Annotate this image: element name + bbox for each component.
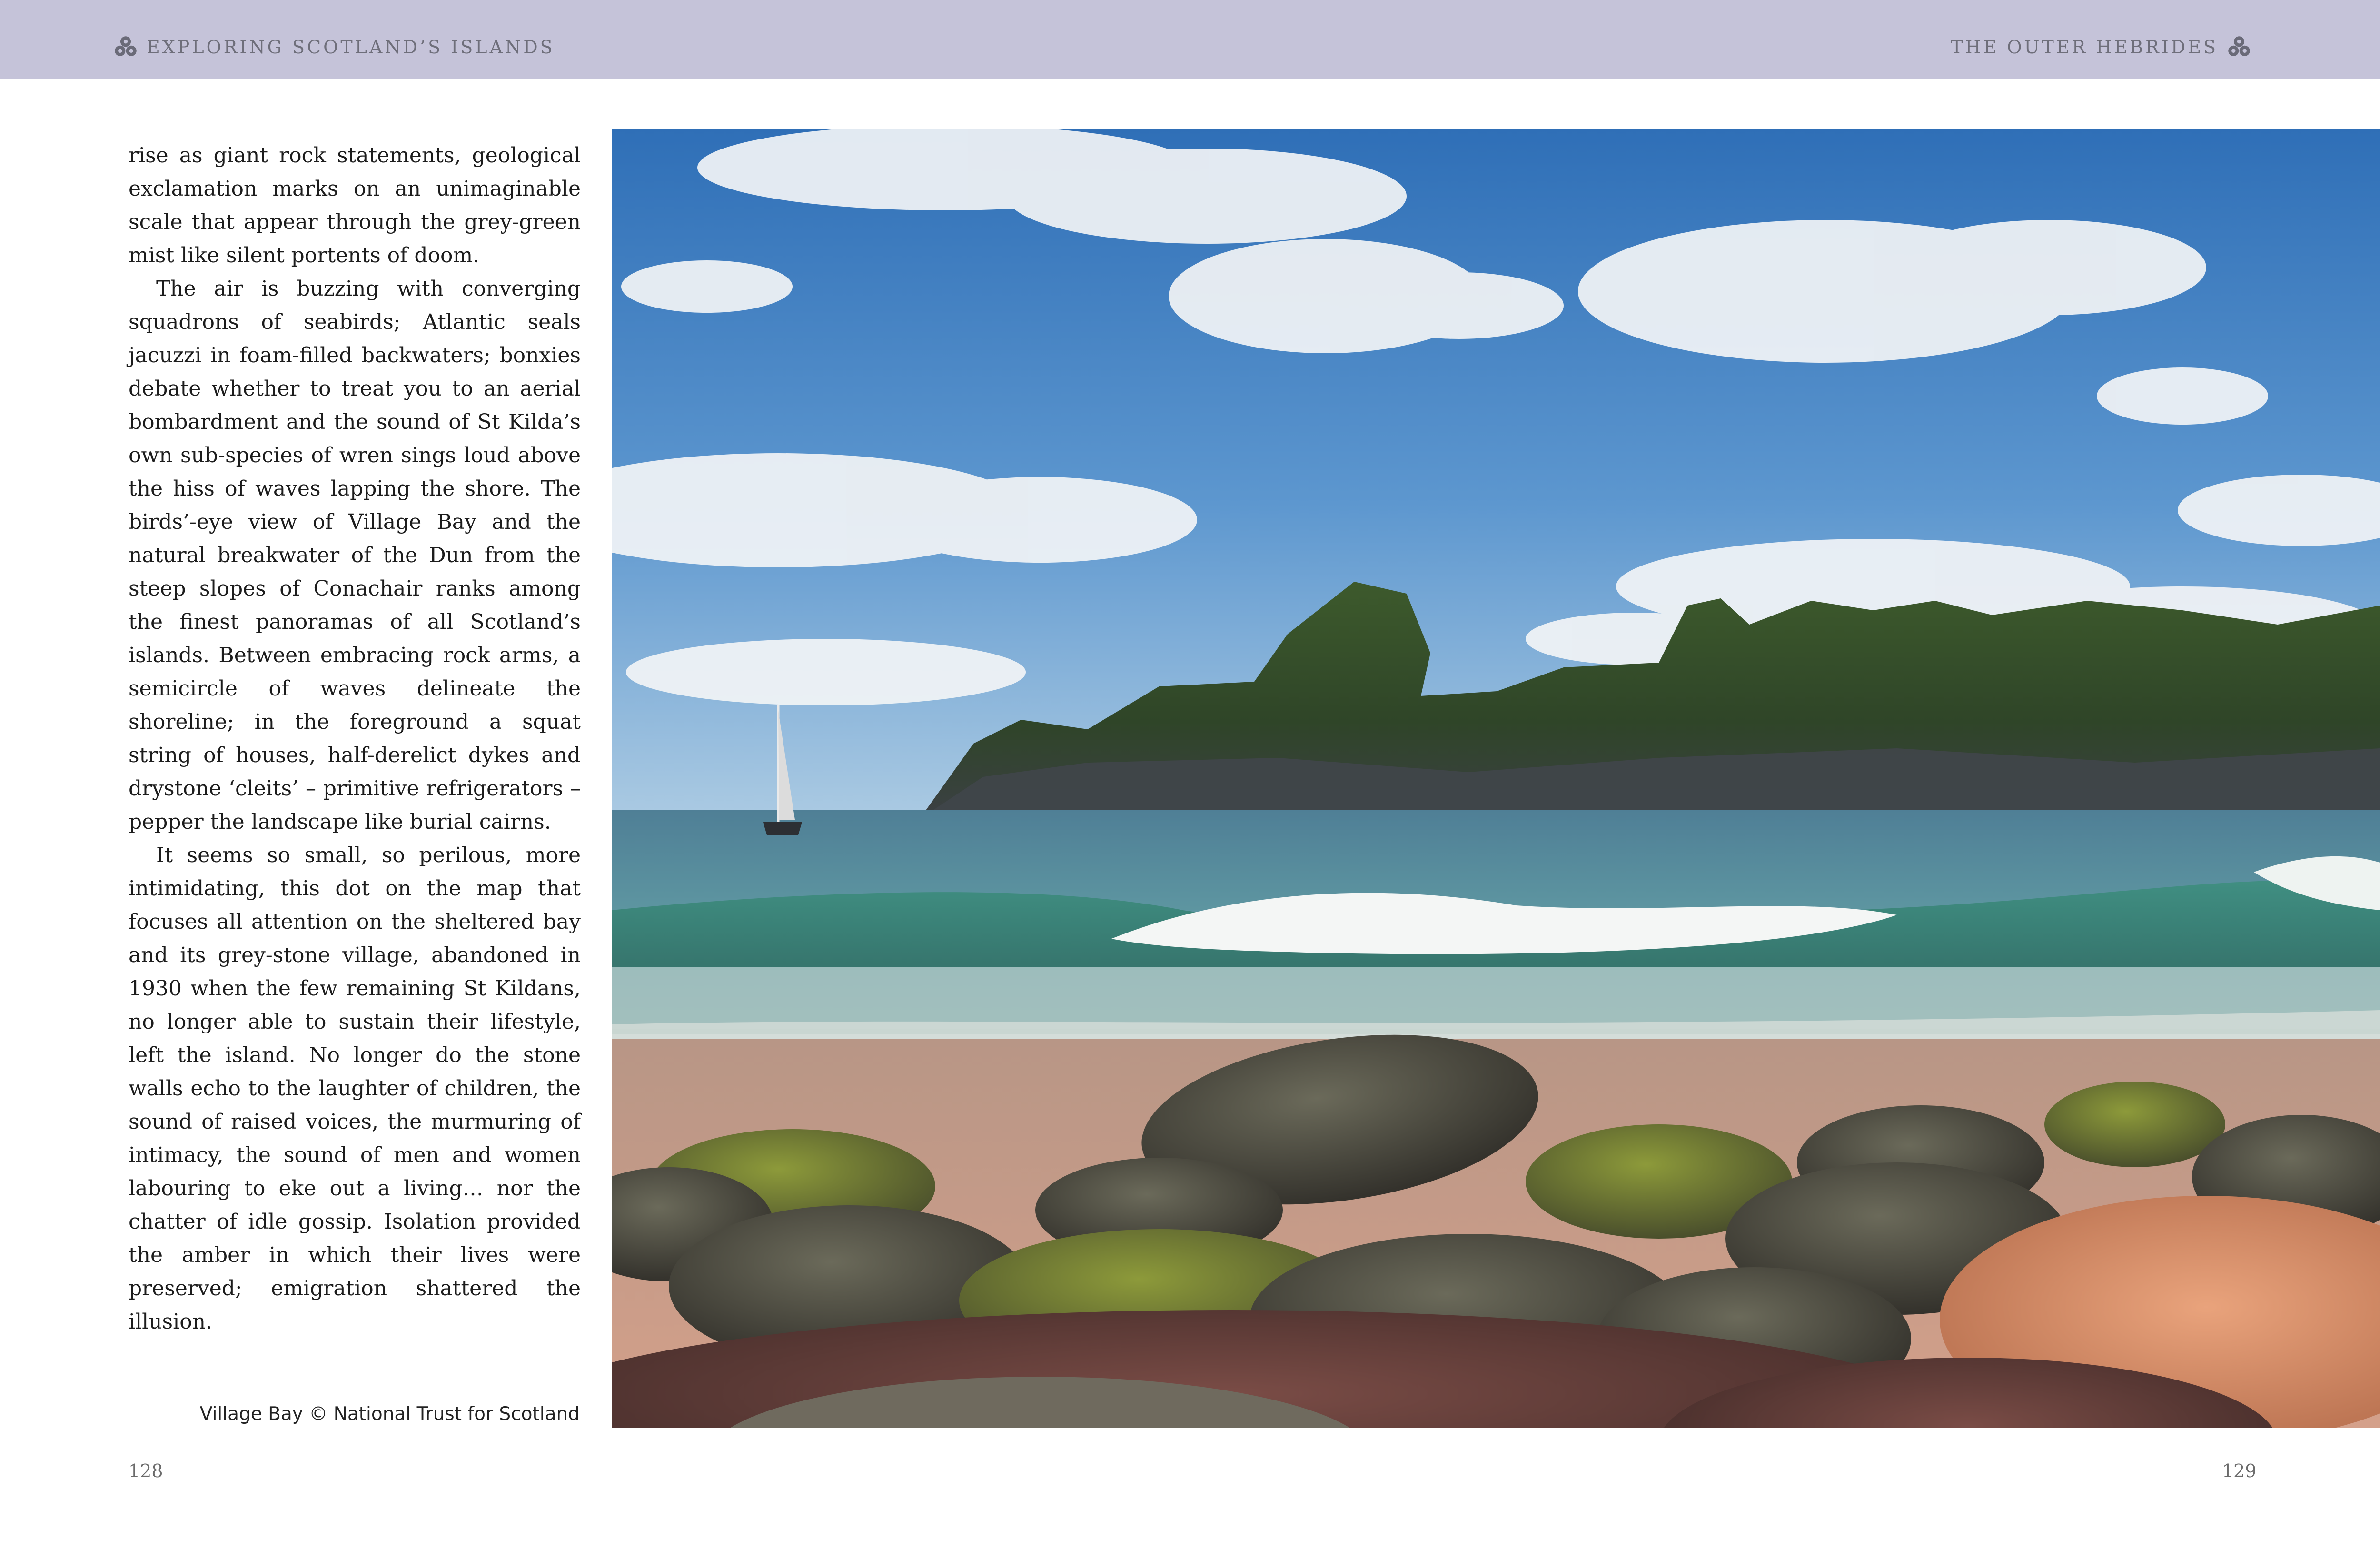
running-head-left xyxy=(113,35,555,59)
running-head-right xyxy=(1951,35,2251,59)
page-number-left: 128 xyxy=(129,1460,163,1481)
page-number-right: 129 xyxy=(2222,1460,2257,1481)
trefoil-icon xyxy=(113,35,138,60)
body-paragraph: The air is buzzing with converging squadrons of seabirds; Atlantic seals jacuzzi in foam-filled backwaters; bonxies debate whether to treat you to an aerial bombardment and the sound of St Kilda’s own sub-species of wren sings loud above the hiss of waves lapping the shore. The birds’-eye view of Village Bay and the natural breakwater of the Dun from the steep slopes of Conachair ranks among the finest panoramas of all Scotland’s islands. Between embracing rock arms, a semicircle of waves delineate the shoreline; in the foreground a squat string of houses, half-derelict dykes and drystone ‘cleits’ – primitive refrigerators – pepper the landscape like burial cairns. xyxy=(129,277,581,834)
village-bay-photo xyxy=(612,129,2380,1428)
body-paragraph: rise as giant rock statements, geological exclamation marks on an unimaginable scale that appear through the grey-green mist like silent portents of doom. xyxy=(129,143,581,268)
body-text-column xyxy=(129,139,581,1339)
chapter-title: THE OUTER HEBRIDES xyxy=(1951,37,2218,58)
body-paragraph: It seems so small, so perilous, more intimidating, this dot on the map that focuses all attention on the sheltered bay and its grey-stone village, abandoned in 1930 when the few remaining St Kildans, no longer able to sustain their lifestyle, left the island. No longer do the stone walls echo to the laughter of children, the sound of raised voices, the murmuring of intimacy, the sound of men and women labouring to eke out a living… nor the chatter of idle gossip. Isolation provided the amber in which their lives were preserved; emigration shattered the illusion. xyxy=(129,843,581,1334)
photo-caption: Village Bay © National Trust for Scotland xyxy=(199,1403,580,1425)
trefoil-icon xyxy=(2227,35,2251,60)
book-title: EXPLORING SCOTLAND’S ISLANDS xyxy=(147,37,555,58)
